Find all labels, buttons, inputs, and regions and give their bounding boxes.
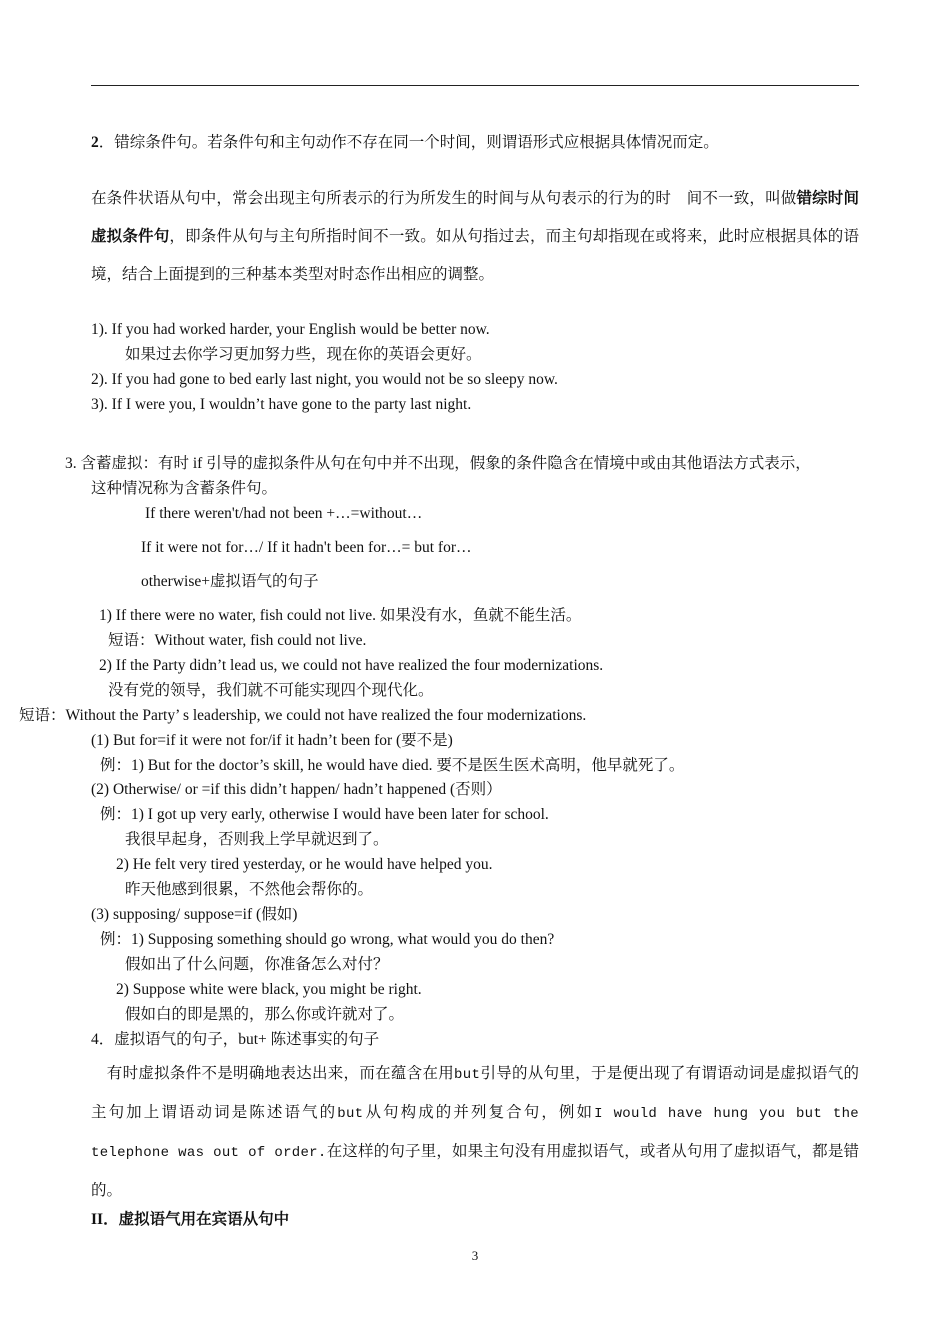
section4-para-code-1: but (454, 1067, 481, 1083)
pattern-3-example-1: 例：1) Supposing something should go wrong, what would you do then? (100, 931, 555, 948)
section2-para-bold: 错综时间虚拟条件句 (91, 190, 859, 245)
header-rule (91, 85, 859, 86)
section4-heading: 4．虚拟语气的句子，but+ 陈述事实的句子 (91, 1031, 380, 1048)
section3-example-2-translation: 没有党的领导，我们就不可能实现四个现代化。 (108, 682, 434, 699)
pattern-2-example-2-translation: 昨天他感到很累，不然他会帮你的。 (125, 881, 374, 898)
pattern-3-example-2: 2) Suppose white were black, you might be right. (116, 981, 422, 998)
section3-intro-line1: 3. 含蓄虚拟：有时 if 引导的虚拟条件从句在句中并不出现，假象的条件隐含在情境中或由其他语法方式表示， (65, 455, 811, 472)
pattern-3-example-1-translation: 假如出了什么问题，你准备怎么对付？ (125, 956, 389, 973)
section2-example-1: 1). If you had worked harder, your English would be better now. (91, 321, 490, 338)
pattern-1-heading: (1) But for=if it were not for/if it hadn’t been for (要不是) (91, 732, 453, 749)
section4-para-a: 有时虚拟条件不是明确地表达出来，而在蕴含在用 (91, 1065, 455, 1082)
page-number: 3 (471, 1248, 479, 1263)
section4-paragraph (91, 1055, 859, 1210)
section2-para-b: ，即条件从句与主句所指时间不一致。如从句指过去，而主句却指现在或将来，此时应根据具体的语境，结合上面提到的三种基本类型对时态作出相应的调整。 (91, 228, 859, 283)
section2-para-a: 在条件状语从句中，常会出现主句所表示的行为所发生的时间与从句表示的行为的时 间不一致，叫做 (91, 190, 797, 207)
section2-heading-text: ．错综条件句。若条件句和主句动作不存在同一个时间，则谓语形式应根据具体情况而定。 (98, 134, 719, 151)
section3-example-2: 2) If the Party didn’t lead us, we could not have realized the four modernizations. (99, 657, 604, 674)
section4-para-d: 在这样的句子里，如果主句没有用虚拟语气，或者从句用了虚拟语气，都是错的。 (91, 1143, 859, 1199)
formula-2: If it were not for…/ If it hadn't been for…= but for… (141, 539, 472, 556)
section4-para-code-3: I would have hung you but the telephone was out of order. (91, 1106, 859, 1161)
section3-example-1: 1) If there were no water, fish could not live. 如果没有水，鱼就不能生活。 (99, 607, 582, 624)
pattern-2-example-1-translation: 我很早起身，否则我上学早就迟到了。 (125, 831, 389, 848)
section4-para-c: 从句构成的并列复合句，例如 (363, 1104, 595, 1121)
pattern-1-example: 例：1) But for the doctor’s skill, he would have died. 要不是医生医术高明，他早就死了。 (100, 757, 685, 774)
pattern-2-example-1: 例：1) I got up very early, otherwise I would have been later for school. (100, 806, 549, 823)
section-ii-heading: II．虚拟语气用在宾语从句中 (91, 1211, 290, 1228)
pattern-2-example-2: 2) He felt very tired yesterday, or he would have helped you. (116, 856, 493, 873)
pattern-3-example-2-translation: 假如白的即是黑的，那么你或许就对了。 (125, 1006, 405, 1023)
pattern-2-heading: (2) Otherwise/ or =if this didn’t happen/ hadn’t happened (否则） (91, 781, 502, 798)
section4-para-b: 引导的从句里，于是便出现了有谓语动词是虚拟语气的主句加上谓语动词是陈述语气的 (91, 1065, 859, 1121)
formula-1: If there weren't/had not been +…=without… (145, 505, 423, 522)
section2-example-3: 3). If I were you, I wouldn’t have gone to the party last night. (91, 396, 472, 413)
section2-example-2: 2). If you had gone to bed early last night, you would not be so sleepy now. (91, 371, 558, 388)
formula-3: otherwise+虚拟语气的句子 (141, 573, 319, 590)
section2-heading (91, 133, 719, 153)
section4-para-code-2: but (337, 1106, 364, 1122)
section2-example-1-translation: 如果过去你学习更加努力些，现在你的英语会更好。 (125, 346, 482, 363)
section3-example-2-short: 短语：Without the Party’ s leadership, we could not have realized the four modernizations. (19, 707, 587, 724)
section3-example-1-short: 短语：Without water, fish could not live. (108, 632, 367, 649)
section3-intro-line2: 这种情况称为含蓄条件句。 (91, 480, 278, 497)
section2-paragraph (91, 180, 859, 294)
section2-heading-number: 2 (91, 134, 99, 151)
pattern-3-heading: (3) supposing/ suppose=if (假如) (91, 906, 298, 923)
